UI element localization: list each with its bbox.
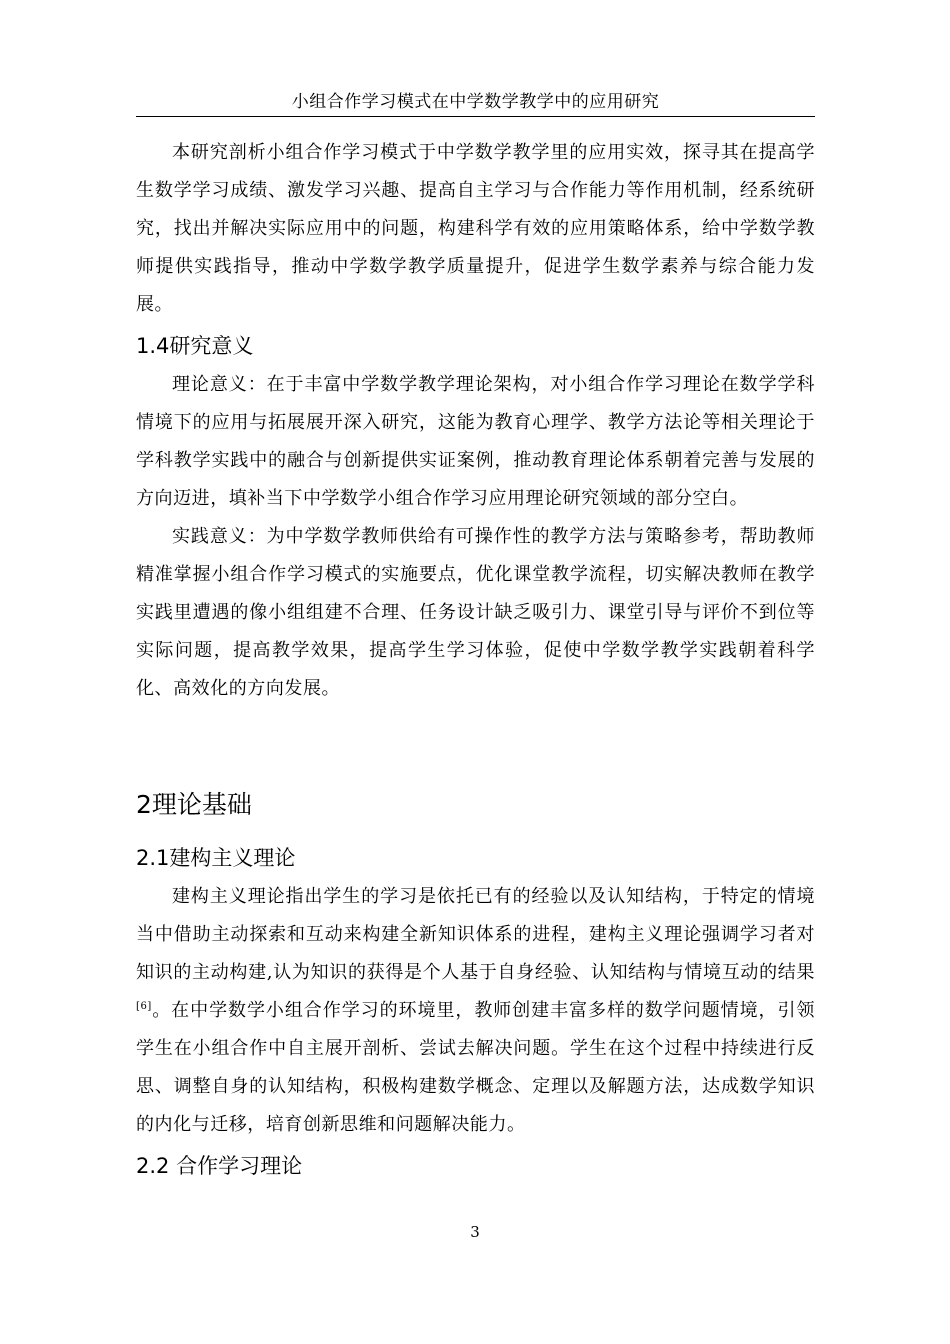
page-body — [136, 134, 815, 1186]
page-number: 3 — [470, 1223, 480, 1241]
theory-significance-paragraph: 理论意义：在于丰富中学数学教学理论架构，对小组合作学习理论在数学学科情境下的应用与拓展展开深入研究，这能为教育心理学、教学方法论等相关理论于学科教学实践中的融合与创新提供实证案例，推动教育理论体系朝着完善与发展的方向迈进，填补当下中学数学小组合作学习应用理论研究领域的部分空白。 — [136, 374, 815, 509]
section-1-4-heading: 1.4研究意义 — [136, 334, 254, 358]
constructivism-text-part-2: 。在中学数学小组合作学习的环境里，教师创建丰富多样的数学问题情境，引领学生在小组合作中自主展开剖析、尝试去解决问题。学生在这个过程中持续进行反思、调整自身的认知结构，积极构建数学概念、定理以及解题方法，达成数学知识的内化与迁移，培育创新思维和问题解决能力。 — [136, 1000, 815, 1135]
running-header: 小组合作学习模式在中学数学教学中的应用研究 — [136, 90, 815, 117]
section-2-1-heading: 2.1建构主义理论 — [136, 846, 296, 870]
practice-significance-paragraph: 实践意义：为中学数学教师供给有可操作性的教学方法与策略参考，帮助教师精准掌握小组合作学习模式的实施要点，优化课堂教学流程，切实解决教师在教学实践里遭遇的像小组组建不合理、任务设计缺乏吸引力、课堂引导与评价不到位等实际问题，提高教学效果，提高学生学习体验，促使中学数学教学实践朝着科学化、高效化的方向发展。 — [136, 526, 815, 699]
citation-6: [6] — [136, 1001, 152, 1012]
constructivism-text-part-1: 建构主义理论指出学生的学习是依托已有的经验以及认知结构，于特定的情境当中借助主动探索和互动来构建全新知识体系的进程，建构主义理论强调学习者对知识的主动构建,认为知识的获得是个人基于自身经验、认知结构与情境互动的结果 — [136, 886, 815, 983]
intro-paragraph: 本研究剖析小组合作学习模式于中学数学教学里的应用实效，探寻其在提高学生数学学习成绩、激发学习兴趣、提高自主学习与合作能力等作用机制，经系统研究，找出并解决实际应用中的问题，构建科学有效的应用策略体系，给中学数学教师提供实践指导，推动中学数学教学质量提升，促进学生数学素养与综合能力发展。 — [136, 142, 815, 315]
constructivism-paragraph — [136, 878, 815, 1144]
chapter-2-heading: 2理论基础 — [136, 790, 252, 819]
section-2-2-heading: 2.2 合作学习理论 — [136, 1154, 303, 1178]
